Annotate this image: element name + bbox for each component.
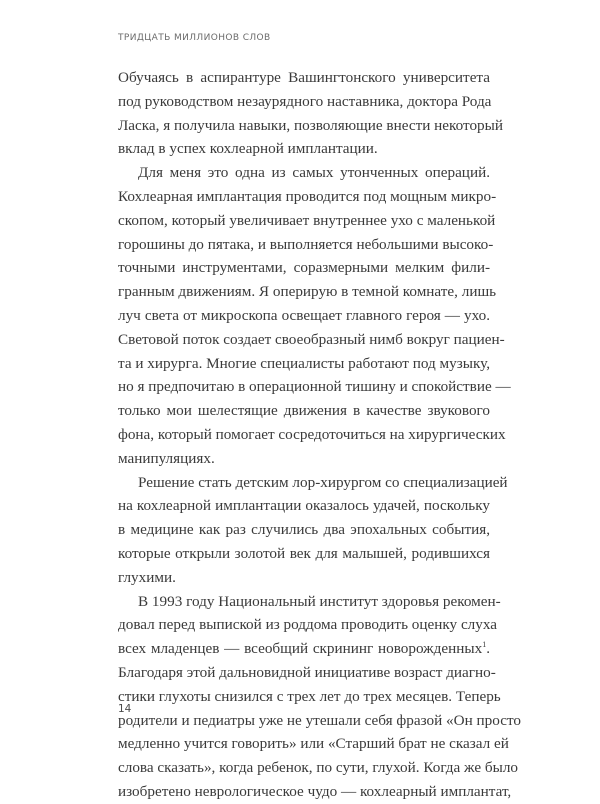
- text-line: та и хирурга. Многие специалисты работают под музыку,: [118, 354, 490, 372]
- running-title: ТРИДЦАТЬ МИЛЛИОНОВ СЛОВ: [118, 33, 271, 43]
- paragraph: [118, 471, 508, 590]
- text-line: Благодаря этой дальновидной инициативе возраст диагно-: [118, 663, 496, 681]
- text-line: слова сказать», когда ребенок, по сути, глухой. Когда же было: [118, 759, 518, 777]
- text-line: родители и педиатры уже не утешали себя фразой «Он просто: [118, 711, 521, 729]
- text-line: горошины до пятака, и выполняется небольшими высоко-: [118, 235, 494, 253]
- text-line: Решение стать детским лор-хирургом со специализацией: [138, 473, 508, 491]
- text-line: Кохлеарная имплантация проводится под мощным микро-: [118, 187, 497, 205]
- page-number: 14: [118, 703, 132, 715]
- text-line: манипуляциях.: [118, 449, 215, 467]
- text-line: изобретено неврологическое чудо — кохлеарный имплантат,: [118, 782, 512, 800]
- text-line: фона, который помогает сосредоточиться на хирургических: [118, 425, 506, 443]
- text-line: точными инструментами, соразмерными мелким фили-: [118, 259, 490, 277]
- text-line: В 1993 году Национальный институт здоровья рекомен-: [138, 592, 501, 610]
- text-line: только мои шелестящие движения в качестве звукового: [118, 402, 490, 420]
- footnote-marker[interactable]: 1: [482, 640, 487, 650]
- text-line-with-footnote: всех младенцев — всеобщий скрининг новорожденных$^1$.: [118, 640, 490, 658]
- paragraph: [118, 590, 521, 804]
- text-line: Ласка, я получила навыки, позволяющие внести некоторый: [118, 116, 503, 134]
- text-line: луч света от микроскопа освещает главного героя — ухо.: [118, 306, 490, 324]
- text-line: скопом, который увеличивает внутреннее ухо с маленькой: [118, 211, 496, 229]
- body-text: [118, 66, 521, 804]
- text-line: Световой поток создает своеобразный нимб вокруг пациен-: [118, 330, 505, 348]
- text-line: довал перед выпиской из роддома проводить оценку слуха: [118, 616, 497, 634]
- text-line: но я предпочитаю в операционной тишину и спокойствие —: [118, 378, 511, 396]
- text-line: глухими.: [118, 568, 176, 586]
- paragraph: [118, 161, 511, 470]
- text-line: Для меня это одна из самых утонченных операций.: [138, 164, 490, 182]
- text-line: под руководством незаурядного наставника, доктора Рода: [118, 92, 492, 110]
- text-line: которые открыли золотой век для малышей, родившихся: [118, 544, 490, 562]
- text-line: Обучаясь в аспирантуре Вашингтонского университета: [118, 69, 490, 86]
- paragraph: [118, 66, 503, 161]
- text-line: медленно учится говорить» или «Старший брат не сказал ей: [118, 735, 509, 753]
- text-line: всех младенцев — всеобщий скрининг новорожденных: [118, 640, 483, 658]
- text-line: стики глухоты снизился с трех лет до трех месяцев. Теперь: [118, 687, 501, 705]
- text-line: в медицине как раз случились два эпохальных события,: [118, 521, 490, 539]
- text-line: на кохлеарной имплантации оказалось удачей, поскольку: [118, 497, 490, 515]
- text-line: гранным движениям. Я оперирую в темной комнате, лишь: [118, 283, 497, 301]
- text-line: вклад в успех кохлеарной имплантации.: [118, 140, 378, 158]
